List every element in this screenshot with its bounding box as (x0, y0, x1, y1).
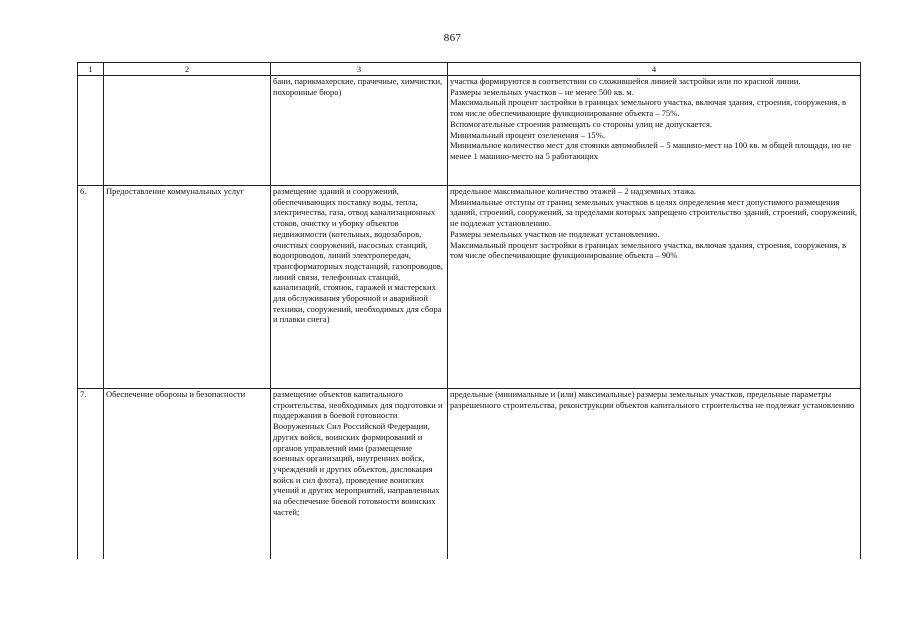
row-number-cell (78, 76, 104, 186)
use-description-cell: размещение зданий и сооружений, обеспечивающих поставку воды, тепла, электричества, газа, отвод канализационных стоков, очистку и уборку объектов недвижимости (котельных, водозаборов, очистных сооружений, насосных станций, водопроводов, линий электропередач, трансформаторных подстанций, газопроводов, линий связи, телефонных станций, канализаций, стоянок, гаражей и мастерских для обслуживания уборочной и аварийной техники, сооружений, необходимых для сбора и плавки снега) (271, 186, 448, 389)
table-row (78, 76, 861, 186)
table-row (78, 186, 861, 389)
use-description-cell: бани, парикмахерские, прачечные, химчистки, похоронные бюро) (271, 76, 448, 186)
use-type-cell (104, 76, 271, 186)
parameters-cell: участка формируются в соответствии со сложившейся линией застройки или по красной линии. Размеры земельных участков – не менее 500 кв. м. Максимальный процент застройки в границах земельного участка, включая здания, строения, сооружения, в том числе обеспечивающие функционирование объекта – 75%. Вспомогательные строения размещать со стороны улиц не допускается. Минимальный процент озеленения – 15%. Минимальное количество мест для стоянки автомобилей – 5 машино-мест на 100 кв. м общей площади, но не менее 1 машино-место на 5 работающих (448, 76, 861, 186)
parameters-cell: предельное максимальное количество этажей – 2 надземных этажа. Минимальные отступы от границ земельных участков в целях определения мест допустимого размещения зданий, строений, сооружений, за пределами которых запрещено строительство зданий, строений, сооружений, не подлежат установлению. Размеры земельных участков не подлежат установлению. Максимальный процент застройки в границах земельного участка, включая здания, строения, сооружения, в том числе обеспечивающие функционирование объекта – 90% (448, 186, 861, 389)
parameters-cell: предельные (минимальные и (или) максимальные) размеры земельных участков, предельные параметры разрешенного строительства, реконструкции объектов капитального строительства не подлежат установлению (448, 389, 861, 560)
regulations-table (77, 62, 861, 559)
row-number-cell: 7. (78, 389, 104, 560)
table-row (78, 389, 861, 560)
use-description-cell: размещение объектов капитального строительства, необходимых для подготовки и поддержания в боевой готовности Вооруженных Сил Российской Федерации, других войск, воинских формирований и органов управлений ими (размещение военных организаций, внутренних войск, учреждений и других объектов, дислокация войск и сил флота), проведение воинских учений и других мероприятий, направленных на обеспечение боевой готовности воинских частей; (271, 389, 448, 560)
use-type-cell: Предоставление коммунальных услуг (104, 186, 271, 389)
column-header-4: 4 (448, 63, 861, 76)
column-header-3: 3 (271, 63, 448, 76)
row-number-cell: 6. (78, 186, 104, 389)
column-header-1: 1 (78, 63, 104, 76)
table-header-row (78, 63, 861, 76)
page-number: 867 (443, 32, 462, 44)
column-header-2: 2 (104, 63, 271, 76)
use-type-cell: Обеспечение обороны и безопасности (104, 389, 271, 560)
